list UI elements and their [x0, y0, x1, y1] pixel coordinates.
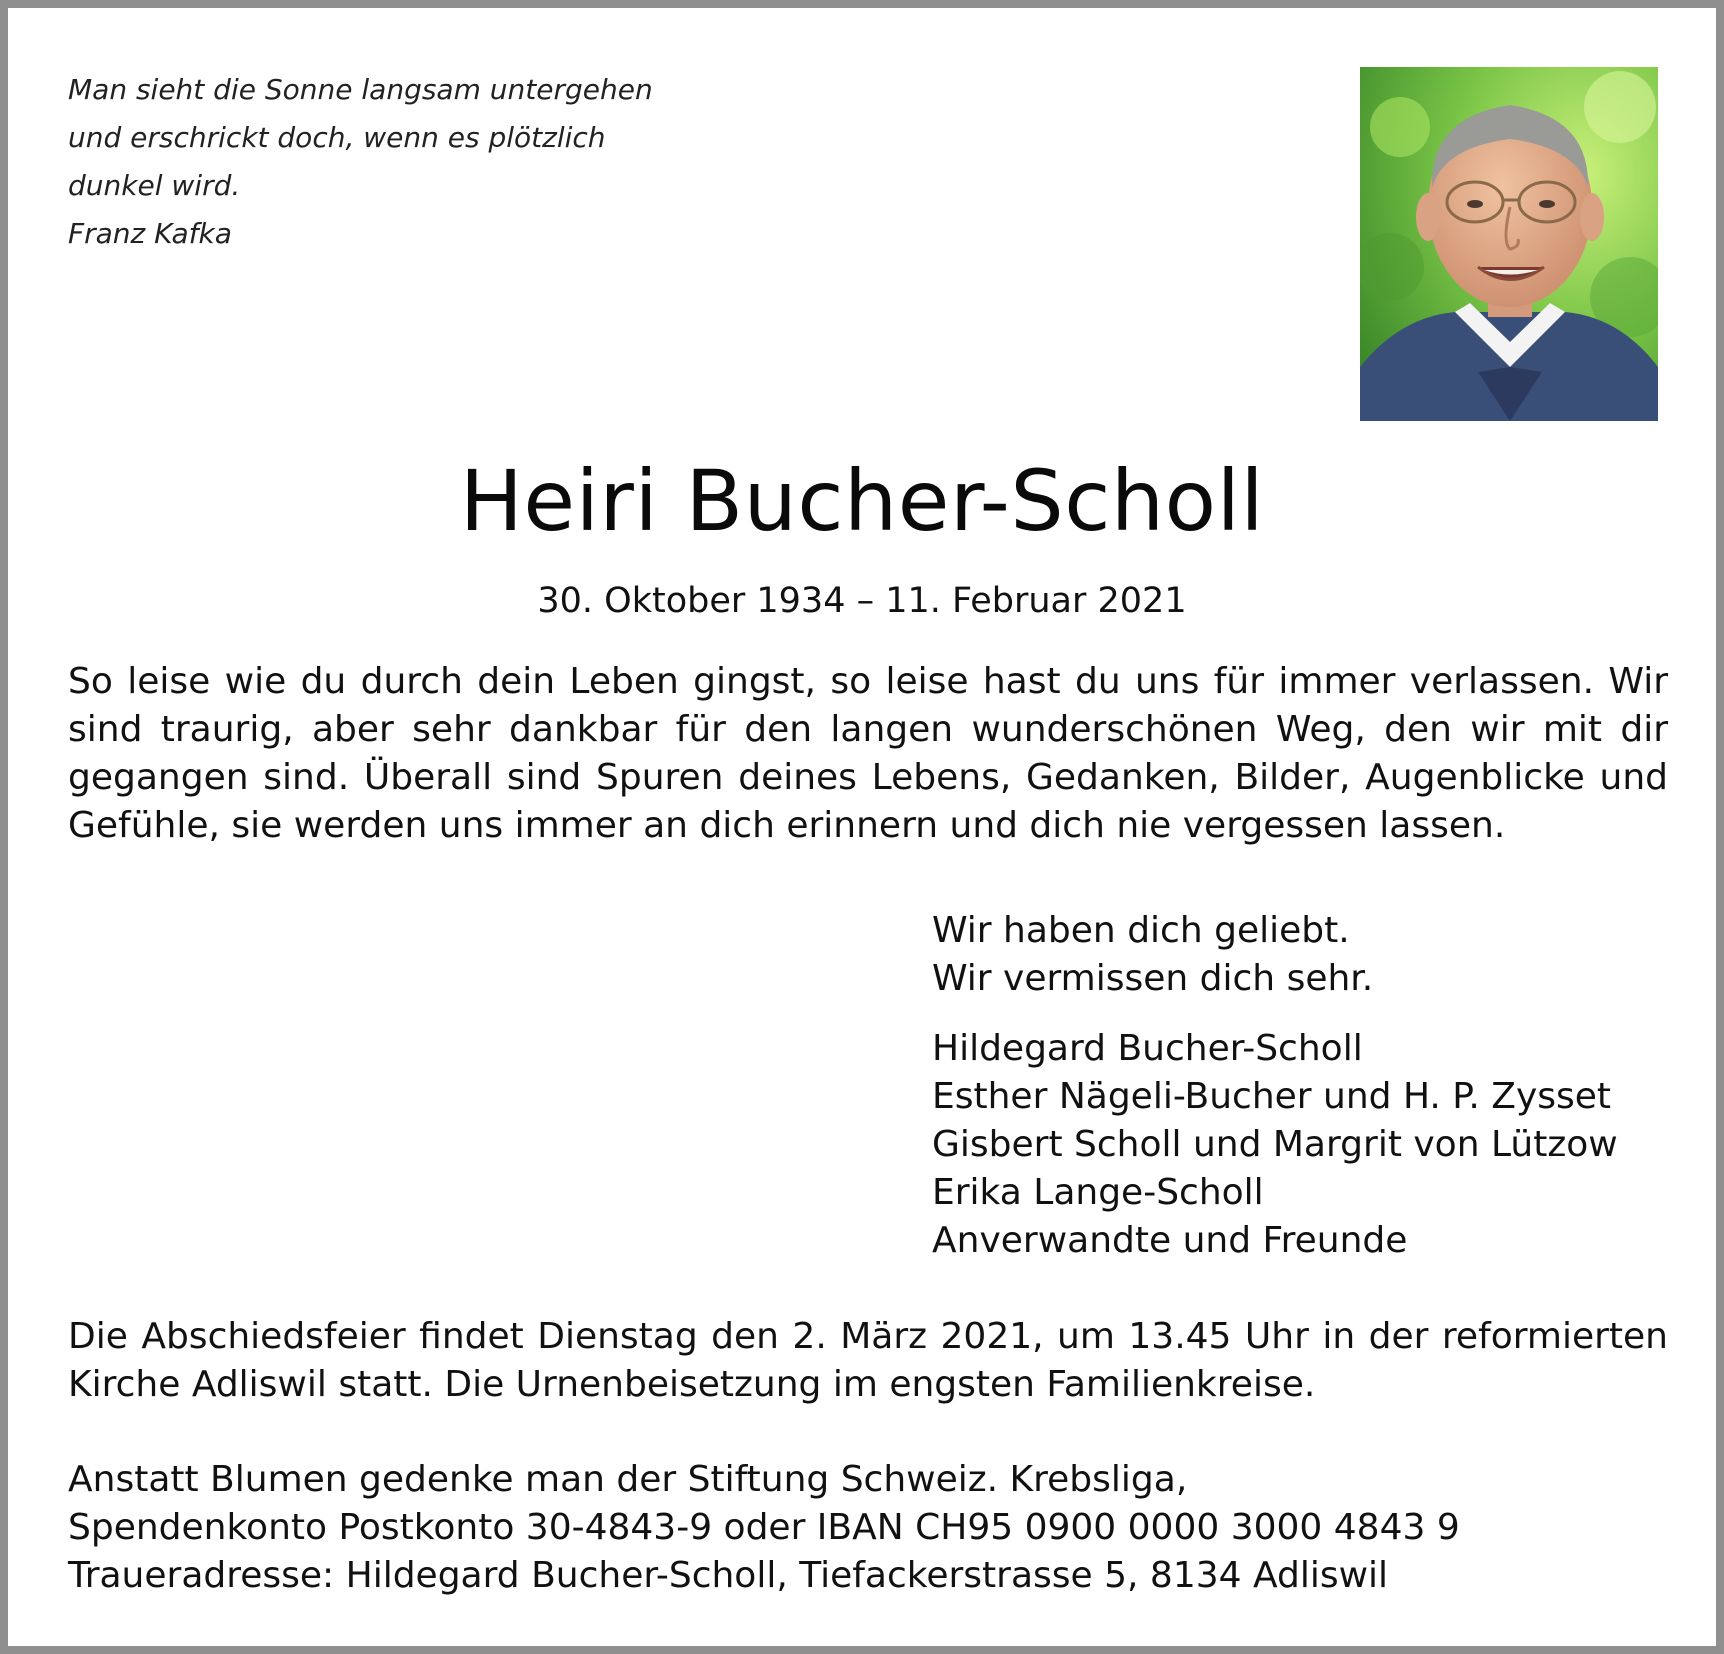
life-dates: 30. Oktober 1934 – 11. Februar 2021 — [537, 581, 1187, 621]
mourning-address: Traueradresse: Hildegard Bucher-Scholl, Tiefackerstrasse 5, 8134 Adliswil — [68, 1555, 1389, 1596]
mourner-name: Erika Lange-Scholl — [932, 1172, 1264, 1213]
portrait-photo — [1360, 67, 1658, 421]
closing-words — [932, 907, 1373, 1003]
donation-line: Spendenkonto Postkonto 30-4843-9 oder IBAN CH95 0900 0000 3000 4843 9 — [68, 1507, 1460, 1548]
donation-notice — [68, 1456, 1668, 1600]
quote-line: Man sieht die Sonne langsam untergehen — [68, 73, 653, 106]
mourner-name: Anverwandte und Freunde — [932, 1220, 1408, 1261]
quote-line: dunkel wird. — [68, 169, 241, 202]
kafka-quote — [68, 66, 653, 258]
quote-author: Franz Kafka — [68, 217, 232, 250]
mourners-list — [932, 1025, 1618, 1265]
donation-line: Anstatt Blumen gedenke man der Stiftung Schweiz. Krebsliga, — [68, 1459, 1188, 1500]
mourner-name: Esther Nägeli-Bucher und H. P. Zysset — [932, 1076, 1612, 1117]
ceremony-notice: Die Abschiedsfeier findet Dienstag den 2. März 2021, um 13.45 Uhr in der reformierten Kirche Adliswil statt. Die Urnenbeisetzung im engsten Familienkreise. — [68, 1316, 1668, 1405]
mourner-name: Gisbert Scholl und Margrit von Lützow — [932, 1124, 1618, 1165]
tribute-text: So leise wie du durch dein Leben gingst, so leise hast du uns für immer verlassen. Wir sind traurig, aber sehr dankbar für den langen wunderschönen Weg, den wir mit dir gegangen sind. Überall sind Spuren deines Lebens, Gedanken, Bilder, Augenblicke und Gefühle, sie werden uns immer an dich erinnern und dich nie vergessen lassen. — [68, 661, 1668, 846]
mourner-name: Hildegard Bucher-Scholl — [932, 1028, 1363, 1069]
closing-line: Wir haben dich geliebt. — [932, 910, 1350, 951]
closing-line: Wir vermissen dich sehr. — [932, 958, 1374, 999]
deceased-name: Heiri Bucher-Scholl — [459, 452, 1265, 550]
quote-line: und erschrickt doch, wenn es plötzlich — [68, 121, 606, 154]
